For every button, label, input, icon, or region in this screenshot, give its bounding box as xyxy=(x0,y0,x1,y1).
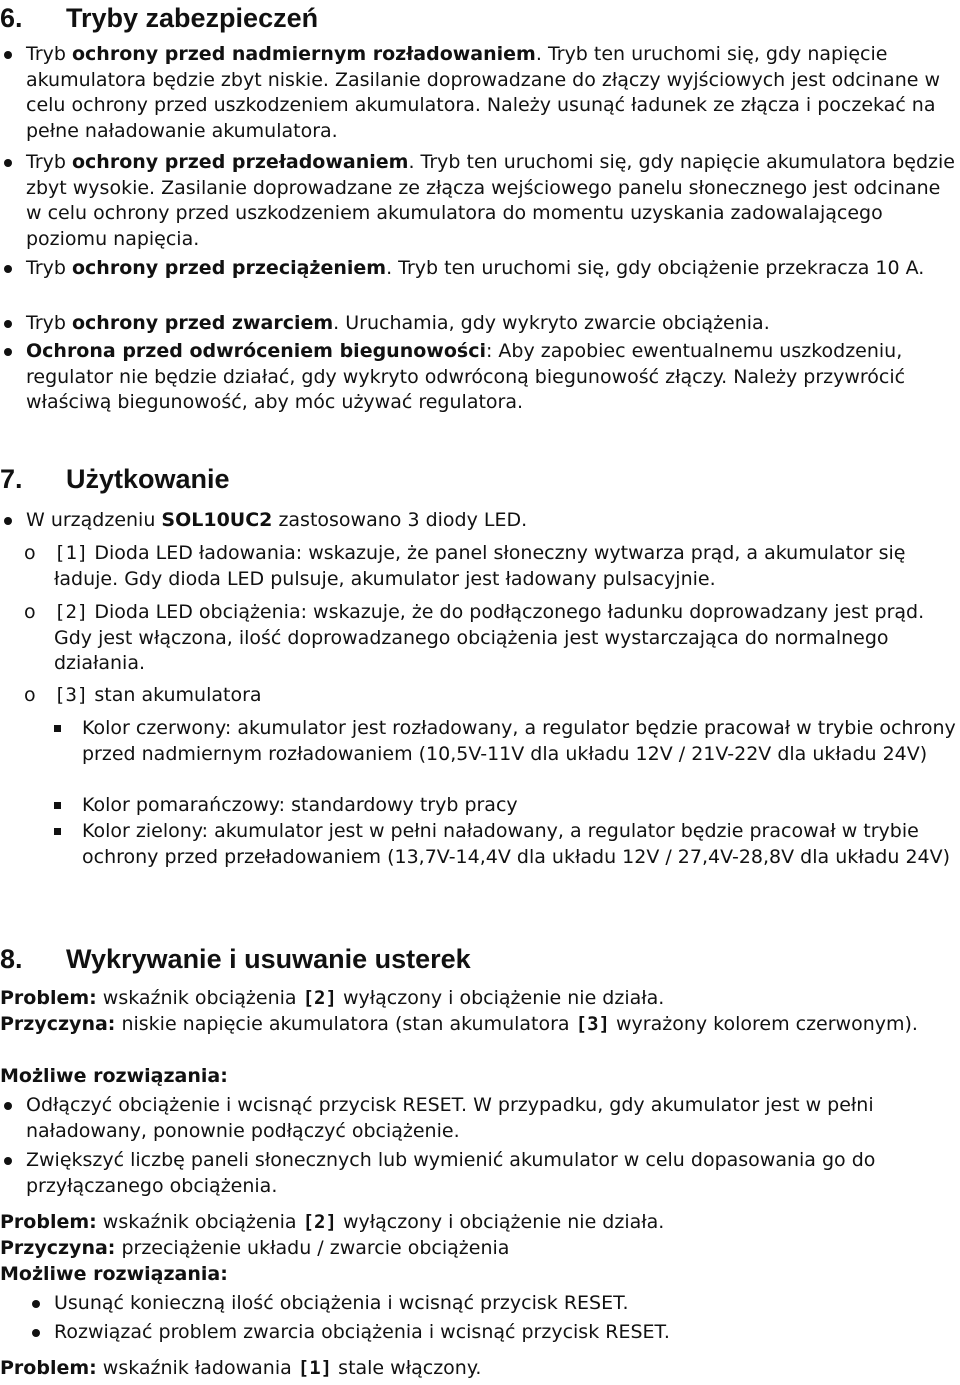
list-marker: o xyxy=(24,542,36,564)
section-title: Użytkowanie xyxy=(66,464,230,494)
square-bullet-icon xyxy=(54,828,61,835)
list-marker: o xyxy=(24,601,36,623)
battery-state-green: Kolor zielony: akumulator jest w pełni naładowany, a regulator będzie pracował w trybie ochrony przed przeładowaniem (13,7V-14,4V dla układu 12V / 27,4V-28,8V dla układu 24V) xyxy=(82,819,960,870)
section-number: 7. xyxy=(0,464,23,494)
section-title: Tryby zabezpieczeń xyxy=(66,3,319,33)
battery-state-red: Kolor czerwony: akumulator jest rozładowany, a regulator będzie pracował w trybie ochrony przed nadmiernym rozładowaniem (10,5V-11V dla układu 12V / 21V-22V dla układu 24V) xyxy=(82,716,960,767)
section-8-heading xyxy=(0,943,471,975)
cause-2: Przyczyna: przeciążenie układu / zwarcie obciążenia xyxy=(0,1237,510,1259)
solution-1-1: Odłączyć obciążenie i wcisnąć przycisk RESET. W przypadku, gdy akumulator jest w pełni naładowany, ponownie podłączyć obciążenie. xyxy=(26,1093,960,1144)
square-bullet-icon xyxy=(54,725,61,732)
solution-2-1: Usunąć konieczną ilość obciążenia i wcisnąć przycisk RESET. xyxy=(54,1291,960,1317)
protection-item-overcharge: Tryb ochrony przed przeładowaniem. Tryb ten uruchomi się, gdy napięcie akumulatora będzie zbyt wysokie. Zasilanie doprowadzane ze złącza wejściowego panelu słonecznego jest odcinane w celu ochrony przed uszkodzeniem akumulatora do momentu uzyskania zadowalającego poziomu napięcia. xyxy=(26,150,960,252)
solution-2-2: Rozwiązać problem zwarcia obciążenia i wcisnąć przycisk RESET. xyxy=(54,1320,960,1346)
led-item-load: o [2] Dioda LED obciążenia: wskazuje, że do podłączonego ładunku doprowadzany jest prąd. Gdy jest włączona, ilość doprowadzanego obciążenia jest wystarczająca do normalnego działania. xyxy=(24,601,925,674)
led-item-charging: o [1] Dioda LED ładowania: wskazuje, że panel słoneczny wytwarza prąd, a akumulator się ładuje. Gdy dioda LED pulsuje, akumulator jest ładowany pulsacyjnie. xyxy=(24,542,906,590)
section-number: 8. xyxy=(0,944,23,974)
solutions-label-1: Możliwe rozwiązania: xyxy=(0,1065,228,1087)
protection-item-reverse-polarity: Ochrona przed odwróceniem biegunowości: Aby zapobiec ewentualnemu uszkodzeniu, regulator nie będzie działać, gdy wykryto odwróconą biegunowość złączy. Należy przywrócić właściwą biegunowość, aby móc używać regulatora. xyxy=(26,339,960,416)
problem-1: Problem: wskaźnik obciążenia [2] wyłączony i obciążenie nie działa. xyxy=(0,987,665,1009)
led-item-battery: o [3] stan akumulatora xyxy=(54,683,960,709)
cause-1: Przyczyna: niskie napięcie akumulatora (stan akumulatora [3] wyrażony kolorem czerwonym). xyxy=(0,1013,918,1035)
section-7-heading xyxy=(0,463,230,495)
section-number: 6. xyxy=(0,3,23,33)
square-bullet-icon xyxy=(54,802,61,809)
protection-item-overdischarge: Tryb ochrony przed nadmiernym rozładowaniem. Tryb ten uruchomi się, gdy napięcie akumulatora będzie zbyt niskie. Zasilanie doprowadzane do złączy wyjściowych jest odcinane w celu ochrony przed uszkodzeniem akumulatora. Należy usunąć ładunek ze złącza i poczekać na pełne naładowanie akumulatora. xyxy=(26,42,960,144)
solution-1-2: Zwiększyć liczbę paneli słonecznych lub wymienić akumulator w celu dopasowania go do przyłączanego obciążenia. xyxy=(26,1148,960,1199)
protection-item-short-circuit: Tryb ochrony przed zwarciem. Uruchamia, gdy wykryto zwarcie obciążenia. xyxy=(26,311,960,337)
section-6-heading xyxy=(0,2,318,34)
usage-intro: W urządzeniu SOL10UC2 zastosowano 3 diody LED. xyxy=(26,508,960,534)
battery-state-orange: Kolor pomarańczowy: standardowy tryb pracy xyxy=(82,793,960,819)
section-title: Wykrywanie i usuwanie usterek xyxy=(66,944,471,974)
problem-2: Problem: wskaźnik obciążenia [2] wyłączony i obciążenie nie działa. xyxy=(0,1211,665,1233)
list-marker: o xyxy=(24,684,36,706)
problem-3: Problem: wskaźnik ładowania [1] stale włączony. xyxy=(0,1357,482,1379)
protection-item-overload: Tryb ochrony przed przeciążeniem. Tryb ten uruchomi się, gdy obciążenie przekracza 10 A. xyxy=(26,256,960,282)
solutions-label-2: Możliwe rozwiązania: xyxy=(0,1263,228,1285)
